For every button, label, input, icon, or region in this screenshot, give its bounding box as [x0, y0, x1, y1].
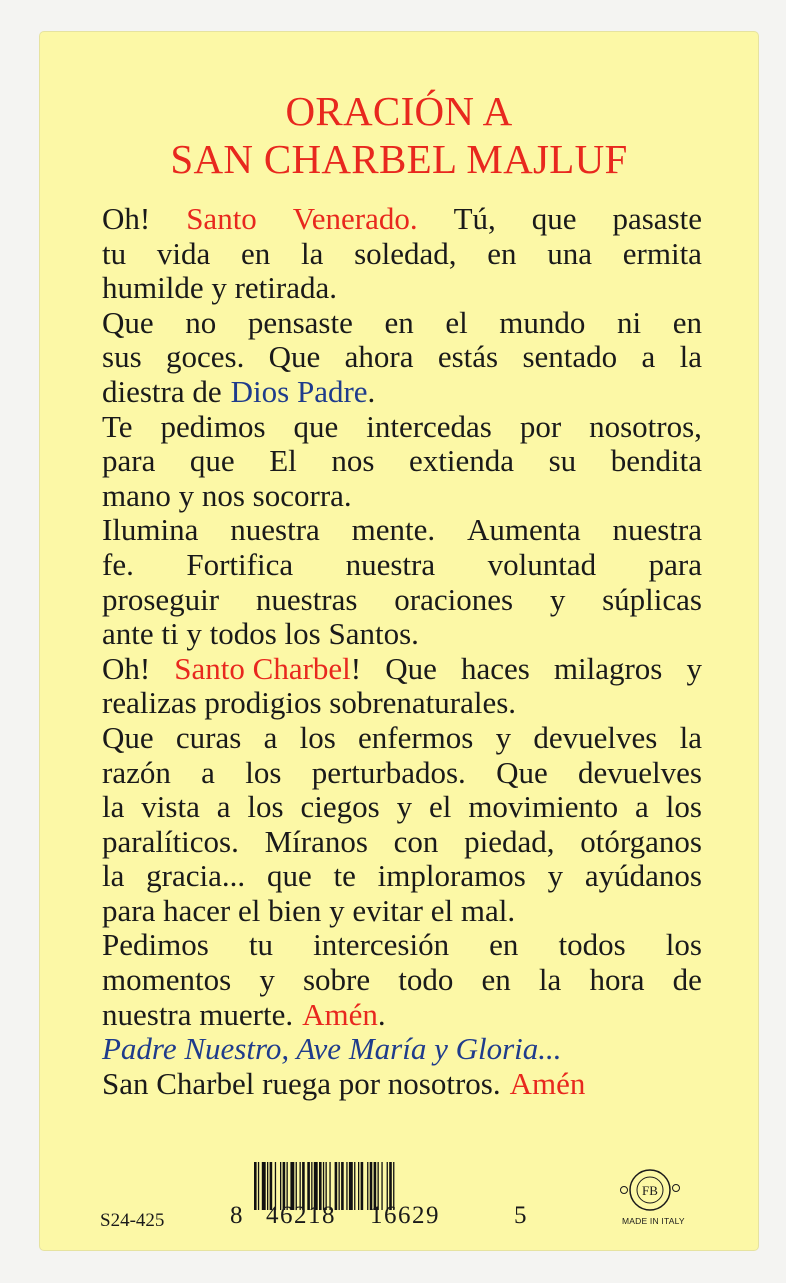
- prayer-line: [102, 617, 702, 652]
- prayer-word: pasaste: [612, 201, 702, 236]
- prayer-line: [102, 1067, 702, 1102]
- prayer-word: vista: [141, 789, 200, 825]
- prayer-word: nuestra muerte.: [102, 996, 294, 1032]
- prayer-word: Que: [496, 754, 548, 790]
- prayer-word: Oh!: [102, 201, 151, 236]
- prayer-word: ermita: [622, 235, 702, 271]
- prayer-word: tu: [102, 235, 127, 271]
- prayer-line: [102, 237, 702, 272]
- prayer-word: humilde y retirada.: [102, 270, 337, 306]
- prayer-line: [102, 202, 702, 237]
- prayer-word: bendita: [610, 443, 702, 479]
- prayer-word: mano y nos socorra.: [102, 477, 352, 513]
- prayer-word: nuestra: [230, 512, 320, 548]
- prayer-word: .: [377, 996, 386, 1032]
- prayer-word: todos: [558, 927, 626, 963]
- prayer-word: no: [185, 304, 217, 340]
- prayer-word: momentos: [102, 962, 232, 998]
- prayer-word: en: [384, 304, 414, 340]
- prayer-word: devuelves: [533, 719, 658, 755]
- prayer-line: [102, 271, 702, 306]
- barcode-bar: [254, 1162, 257, 1210]
- prayer-word: en: [489, 927, 519, 963]
- prayer-word: que: [189, 443, 235, 479]
- prayer-line: [102, 652, 702, 687]
- prayer-word: Venerado.: [292, 201, 418, 236]
- prayer-word: los: [247, 789, 284, 825]
- prayer-word: mente.: [351, 512, 436, 548]
- product-code: S24-425: [100, 1210, 165, 1231]
- prayer-line: [102, 340, 702, 375]
- prayer-word: y: [259, 962, 275, 998]
- publisher-logo-icon: [618, 1166, 682, 1214]
- prayer-word: nos: [331, 443, 375, 479]
- prayer-card: [40, 32, 758, 1250]
- prayer-word: en: [672, 304, 702, 340]
- prayer-word-group: [231, 375, 376, 410]
- prayer-word: enfermos: [358, 719, 474, 755]
- prayer-word: todo: [398, 962, 454, 998]
- prayer-word: realizas prodigios sobrenaturales.: [102, 685, 517, 721]
- prayer-word-group: [302, 998, 386, 1033]
- barcode-bar: [358, 1162, 359, 1210]
- prayer-word: voluntad: [487, 546, 597, 582]
- prayer-word: los: [665, 789, 702, 825]
- prayer-word: Pedimos: [102, 927, 209, 963]
- title-line-1: ORACIÓN A: [285, 88, 513, 134]
- prayer-word: su: [548, 443, 577, 479]
- prayer-line: [102, 825, 702, 860]
- prayer-word: la: [538, 962, 562, 998]
- prayer-word: El: [269, 443, 297, 479]
- prayer-word: Padre Nuestro, Ave María y Gloria...: [102, 1031, 562, 1067]
- prayer-word: Oh!: [102, 650, 151, 686]
- prayer-word: nuestra: [612, 512, 702, 548]
- barcode-group-2: 16629: [370, 1202, 440, 1229]
- prayer-word: intercedas: [366, 408, 492, 444]
- prayer-word: vida: [156, 235, 211, 271]
- prayer-word: una: [547, 235, 593, 271]
- barcode-bar: [367, 1162, 368, 1210]
- prayer-word: y: [396, 789, 413, 825]
- prayer-word: Tú,: [453, 201, 496, 236]
- made-in-label: MADE IN ITALY: [622, 1216, 685, 1226]
- prayer-line: [102, 306, 702, 341]
- prayer-word: la: [679, 719, 702, 755]
- prayer-word: gracia...: [146, 858, 246, 894]
- prayer-word: Que: [102, 719, 154, 755]
- prayer-word: la: [102, 858, 125, 894]
- prayer-word: Que: [385, 650, 437, 686]
- prayer-word: extienda: [409, 443, 515, 479]
- prayer-word: Dios Padre: [230, 373, 368, 409]
- prayer-line: [102, 859, 702, 894]
- logo-letters: FB: [642, 1183, 658, 1198]
- barcode-bar: [349, 1162, 353, 1210]
- prayer-word: piedad,: [464, 823, 555, 859]
- prayer-word: !: [350, 650, 362, 686]
- barcode-bar: [354, 1162, 355, 1210]
- prayer-word: de: [672, 962, 702, 998]
- prayer-word: Aumenta: [466, 512, 581, 548]
- prayer-word: y: [686, 650, 702, 686]
- barcode-bar: [361, 1162, 364, 1210]
- prayer-word: la: [300, 235, 324, 271]
- prayer-word: ni: [617, 304, 642, 340]
- prayer-word: los: [245, 754, 282, 790]
- prayer-line: [102, 894, 702, 929]
- prayer-word: Que: [102, 304, 154, 340]
- prayer-word: que: [531, 201, 577, 236]
- prayer-word: en: [240, 235, 271, 271]
- prayer-word: diestra de: [102, 373, 222, 409]
- prayer-word: en: [481, 962, 511, 998]
- prayer-word: ahora: [344, 339, 414, 375]
- prayer-word: para: [648, 546, 702, 582]
- prayer-word: sobre: [302, 962, 371, 998]
- prayer-word: en: [487, 235, 517, 271]
- prayer-word: a: [635, 789, 649, 825]
- prayer-word: pedimos: [160, 408, 266, 444]
- prayer-word: Que: [268, 339, 321, 375]
- barcode-bar: [258, 1162, 259, 1210]
- prayer-line: [102, 928, 702, 963]
- prayer-text: [102, 202, 702, 1101]
- card-footer: [40, 1162, 758, 1242]
- barcode-group-1: 46218: [266, 1202, 336, 1229]
- prayer-title: [40, 87, 758, 183]
- prayer-line: [102, 790, 702, 825]
- prayer-word: Santo Charbel: [174, 650, 351, 686]
- prayer-word: para: [102, 443, 156, 479]
- prayer-word: que: [266, 858, 312, 894]
- prayer-word: te: [333, 858, 356, 894]
- prayer-word: nuestra: [345, 546, 436, 582]
- prayer-word: imploramos: [377, 858, 526, 894]
- prayer-word: a: [201, 754, 215, 790]
- prayer-word: y: [549, 581, 566, 617]
- prayer-line: [102, 756, 702, 791]
- prayer-word: curas: [175, 719, 242, 755]
- prayer-line: [102, 963, 702, 998]
- prayer-line: [102, 375, 702, 410]
- barcode-bar: [341, 1162, 344, 1210]
- prayer-word: Santo: [186, 201, 257, 236]
- barcode-bar: [339, 1162, 340, 1210]
- prayer-word: a: [216, 789, 231, 825]
- prayer-word: los: [299, 719, 336, 755]
- prayer-word: oraciones: [394, 581, 514, 617]
- prayer-word: nosotros,: [589, 408, 702, 444]
- prayer-word: perturbados.: [311, 754, 466, 790]
- prayer-word: ayúdanos: [584, 858, 702, 894]
- prayer-line: [102, 998, 702, 1033]
- prayer-word-group: [174, 652, 361, 687]
- prayer-word: fe.: [102, 546, 134, 582]
- prayer-word: súplicas: [602, 581, 702, 617]
- prayer-word: ante ti y todos los Santos.: [102, 616, 419, 652]
- prayer-word: mundo: [499, 304, 586, 340]
- prayer-word: Te: [102, 408, 133, 444]
- prayer-word: a: [263, 719, 278, 755]
- prayer-word: la: [679, 339, 702, 375]
- barcode-digit-first: 8: [230, 1202, 243, 1229]
- prayer-word: y: [495, 719, 512, 755]
- prayer-line: [102, 686, 702, 721]
- prayer-word: Amén: [302, 996, 378, 1032]
- prayer-word: Amén: [509, 1065, 586, 1101]
- prayer-word: sentado: [522, 339, 618, 375]
- prayer-line: [102, 1032, 702, 1067]
- prayer-word: el: [429, 789, 452, 825]
- prayer-word: razón: [102, 754, 171, 790]
- prayer-word: goces.: [165, 339, 245, 375]
- prayer-word: Fortifica: [186, 546, 294, 582]
- prayer-word: sus: [102, 339, 142, 375]
- prayer-word: soledad,: [354, 235, 457, 271]
- prayer-word: Ilumina: [102, 512, 199, 548]
- prayer-line: [102, 721, 702, 756]
- prayer-word: los: [665, 927, 702, 963]
- prayer-word: movimiento: [468, 789, 619, 825]
- prayer-word: hora: [589, 962, 645, 998]
- prayer-word: .: [367, 373, 376, 409]
- prayer-word: Míranos: [264, 823, 368, 859]
- prayer-word: ciegos: [300, 789, 380, 825]
- prayer-line: [102, 444, 702, 479]
- prayer-word: San Charbel ruega por nosotros.: [102, 1065, 501, 1101]
- barcode-bar: [346, 1162, 347, 1210]
- prayer-word: nuestras: [255, 581, 358, 617]
- prayer-word: y: [547, 858, 564, 894]
- prayer-word: paralíticos.: [102, 823, 239, 859]
- prayer-line: [102, 410, 702, 445]
- prayer-word: tu: [248, 927, 273, 963]
- prayer-line: [102, 479, 702, 514]
- prayer-word: para hacer el bien y evitar el mal.: [102, 892, 516, 928]
- prayer-word: con: [393, 823, 439, 859]
- prayer-word: proseguir: [102, 581, 220, 617]
- prayer-word: pensaste: [247, 304, 353, 340]
- prayer-word: intercesión: [313, 927, 450, 963]
- prayer-word: por: [519, 408, 562, 444]
- prayer-word: haces: [460, 650, 530, 686]
- title-line-2: SAN CHARBEL MAJLUF: [170, 136, 628, 182]
- barcode-digit-last: 5: [514, 1202, 527, 1229]
- prayer-word: el: [445, 304, 468, 340]
- prayer-word: que: [293, 408, 339, 444]
- prayer-line: [102, 583, 702, 618]
- prayer-line: [102, 548, 702, 583]
- prayer-word: milagros: [553, 650, 663, 686]
- prayer-word: otórganos: [580, 823, 702, 859]
- prayer-word: estás: [437, 339, 499, 375]
- prayer-word: a: [641, 339, 656, 375]
- prayer-line: [102, 513, 702, 548]
- prayer-word: la: [102, 789, 125, 825]
- prayer-word: devuelves: [578, 754, 702, 790]
